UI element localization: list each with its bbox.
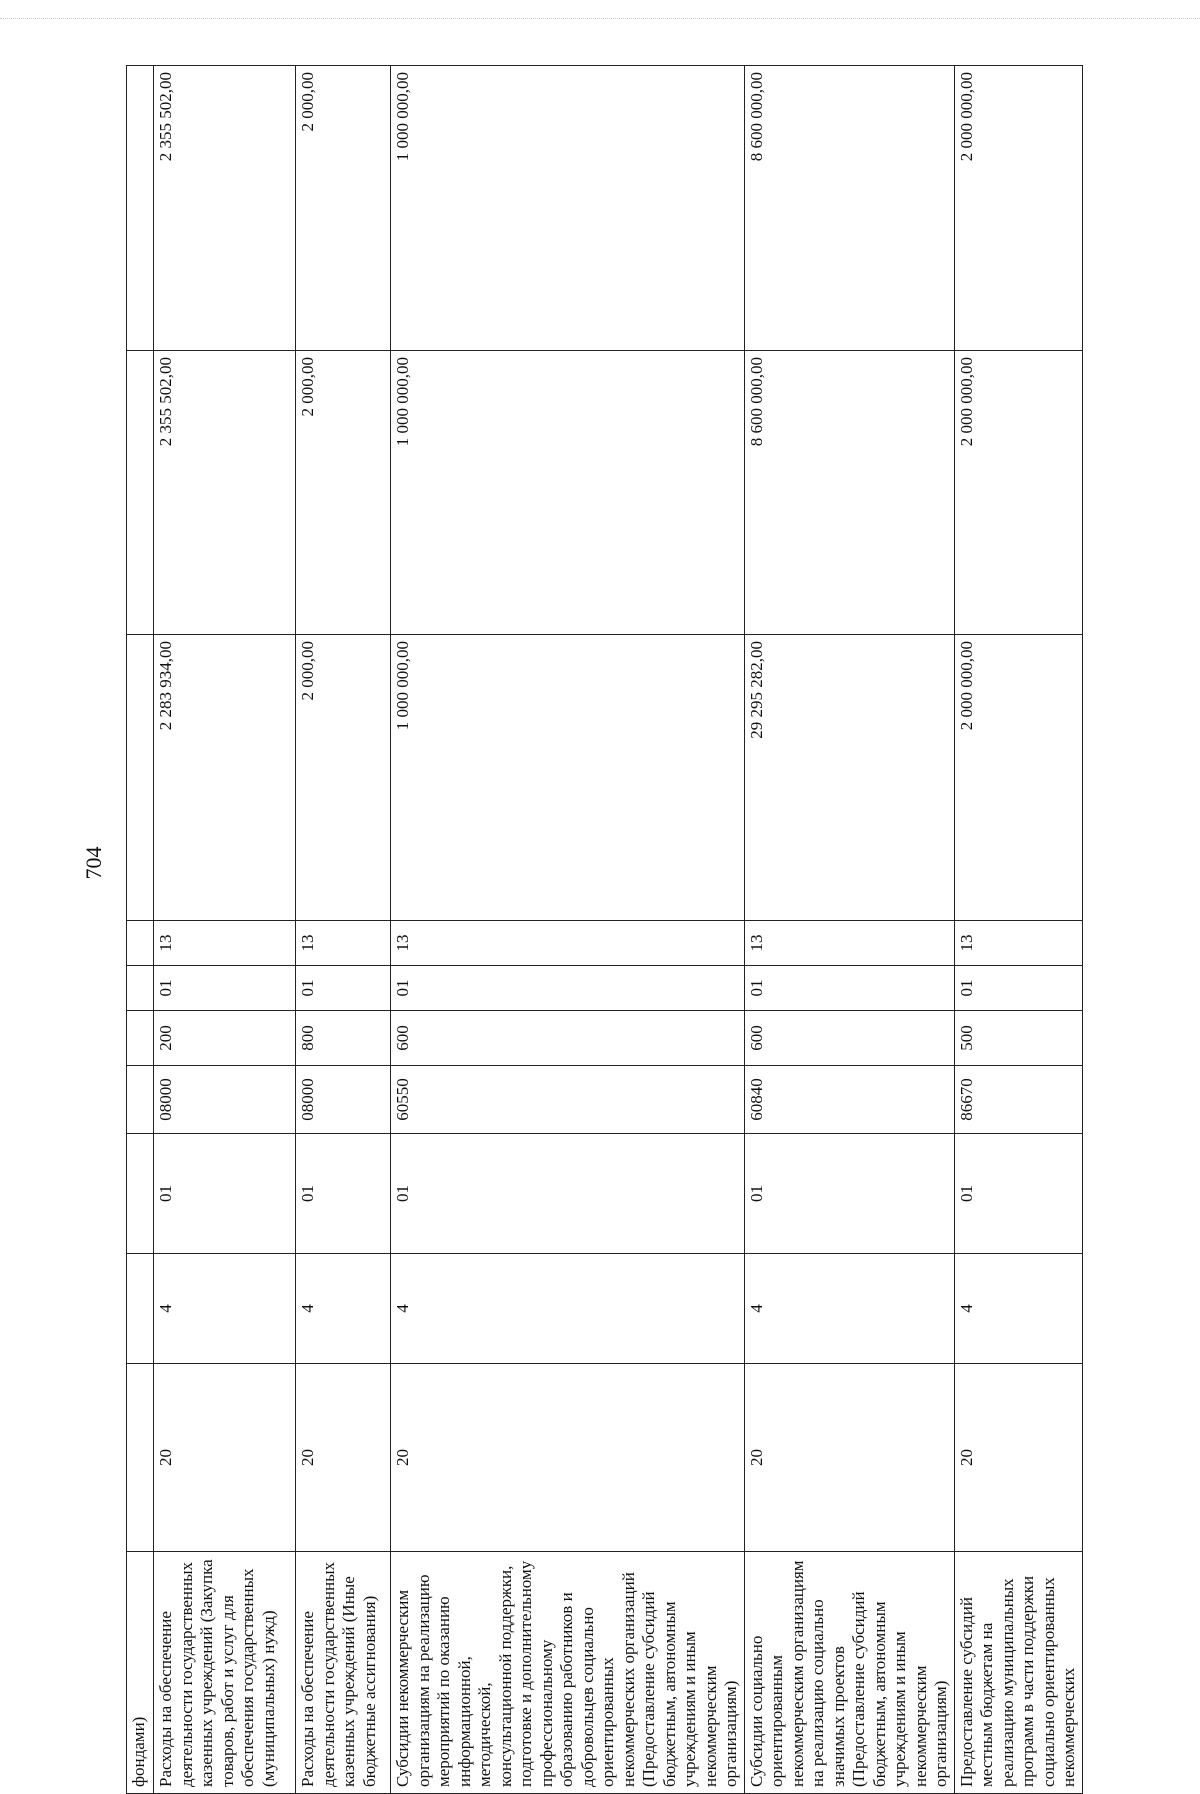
code-cell: 13 [154,921,296,966]
code-cell: 800 [296,1011,391,1066]
table-row [154,66,296,1794]
code-cell: 20 [154,1364,296,1552]
amount-cell: 2 000 000,00 [954,351,1082,635]
code-cell: 20 [954,1364,1082,1552]
code-cell: 60550 [391,1066,745,1134]
code-cell: 86670 [954,1066,1082,1134]
code-cell: 4 [296,1254,391,1364]
amount-cell: 8 600 000,00 [744,66,954,351]
amount-cell: 2 000,00 [296,351,391,635]
budget-table-wrapper [126,66,1078,1794]
code-cell: 13 [954,921,1082,966]
row-description: Субсидии некоммерческим организациям на реализацию мероприятий по оказанию информационной, методической, консультационной поддержки, подготовке и дополнительному профессиональному образованию работников и добровольцев социально ориентированных некоммерческих организаций (Предоставление субсидий бюджетным, автономным учреждениям и иным некоммерческим организациям) [391,1552,745,1794]
code-cell: 13 [296,921,391,966]
header-fragment-cell: фондами) [127,1552,154,1794]
table-row [391,66,745,1794]
code-cell: 60840 [744,1066,954,1134]
row-description: Субсидии социально ориентированным некоммерческим организациям на реализацию социально значимых проектов (Предоставление субсидий бюджетным, автономным учреждениям и иным некоммерческим организациям) [744,1552,954,1794]
code-cell: 01 [954,966,1082,1011]
code-cell: 08000 [154,1066,296,1134]
code-cell: 01 [296,1134,391,1254]
code-cell: 01 [744,966,954,1011]
row-description: Расходы на обеспечение деятельности государственных казенных учреждений (Иные бюджетные ассигнования) [296,1552,391,1794]
code-cell: 20 [391,1364,745,1552]
code-cell: 01 [391,966,745,1011]
table-row [296,66,391,1794]
table-row [744,66,954,1794]
code-cell: 500 [954,1011,1082,1066]
code-cell: 01 [954,1134,1082,1254]
code-cell: 13 [744,921,954,966]
code-cell: 08000 [296,1066,391,1134]
amount-cell: 1 000 000,00 [391,351,745,635]
code-cell: 200 [154,1011,296,1066]
table-row [954,66,1082,1794]
table-row-fragment [127,66,154,1794]
code-cell: 01 [296,966,391,1011]
code-cell: 01 [154,1134,296,1254]
code-cell: 20 [296,1364,391,1552]
budget-table [126,65,1083,1794]
amount-cell: 29 295 282,00 [744,635,954,921]
amount-cell: 2 000,00 [296,635,391,921]
amount-cell: 2 000,00 [296,66,391,351]
code-cell: 4 [391,1254,745,1364]
code-cell: 4 [954,1254,1082,1364]
amount-cell: 2 355 502,00 [154,66,296,351]
scan-edge-line [0,18,1200,19]
code-cell: 600 [744,1011,954,1066]
amount-cell: 1 000 000,00 [391,66,745,351]
amount-cell: 2 000 000,00 [954,66,1082,351]
code-cell: 4 [154,1254,296,1364]
code-cell: 600 [391,1011,745,1066]
amount-cell: 2 355 502,00 [154,351,296,635]
code-cell: 01 [391,1134,745,1254]
row-description: Предоставление субсидий местным бюджетам на реализацию муниципальных программ в части поддержки социально ориентированных некоммерческих [954,1552,1082,1794]
code-cell: 01 [744,1134,954,1254]
code-cell: 13 [391,921,745,966]
amount-cell: 2 000 000,00 [954,635,1082,921]
code-cell: 01 [154,966,296,1011]
code-cell: 4 [744,1254,954,1364]
amount-cell: 2 283 934,00 [154,635,296,921]
page-number: 704 [81,846,106,880]
code-cell: 20 [744,1364,954,1552]
amount-cell: 1 000 000,00 [391,635,745,921]
row-description: Расходы на обеспечение деятельности государственных казенных учреждений (Закупка товаров, работ и услуг для обеспечения государственных (муниципальных) нужд) [154,1552,296,1794]
amount-cell: 8 600 000,00 [744,351,954,635]
